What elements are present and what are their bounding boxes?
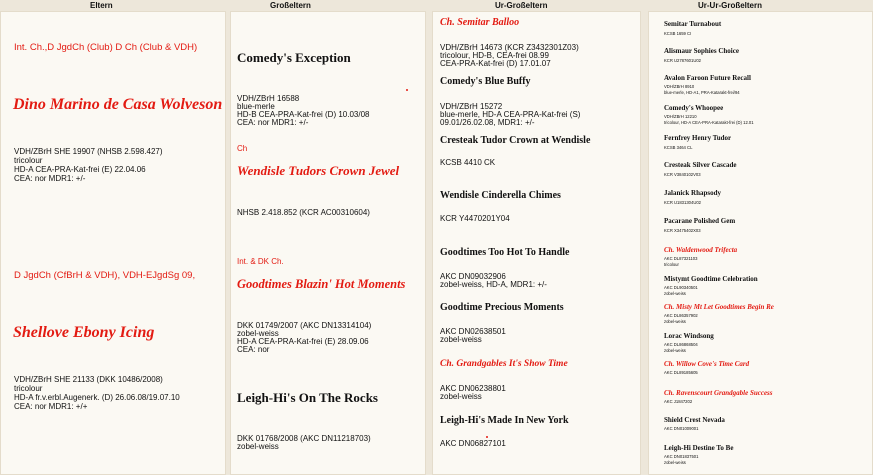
- ggg-name: Ch. Misty Mt Let Goodtimes Begin Re: [664, 303, 774, 311]
- grandparent-line: VDH/ZBrH 16588: [237, 94, 300, 103]
- grandparent-titles: Int. & DK Ch.: [237, 257, 284, 266]
- great-grandparents-column: [432, 11, 641, 475]
- great-grandparent-line: KCSB 4410 CK: [440, 158, 496, 167]
- great-grandparent-name: Ch. Semitar Balloo: [440, 17, 520, 28]
- great-grandparent-line: VDH/ZBrH 15272: [440, 102, 503, 111]
- great-grandparent-line: KCR Y4470201Y04: [440, 214, 510, 223]
- decorative-dot: [486, 436, 488, 438]
- parent-reg: VDH/ZBrH SHE 21133 (DKK 10486/2008): [14, 375, 163, 384]
- parent-health: HD-A fr.v.erbl.Augenerk. (D) 26.06.08/19.07.10: [14, 393, 180, 402]
- ggg-name: Lorac Windsong: [664, 332, 714, 340]
- ggg-name: Jalanick Rhapsody: [664, 189, 721, 197]
- header-parents: Eltern: [90, 1, 113, 10]
- grandparent-entry: [230, 367, 426, 475]
- ggg-name: Cresteak Silver Cascade: [664, 161, 737, 169]
- great-grandparent-line: CEA-PRA-Kat-frei (D) 17.01.07: [440, 59, 551, 68]
- parents-column: [0, 11, 226, 475]
- parent-sire: [0, 11, 226, 243]
- ggg-name: Shield Crest Nevada: [664, 416, 725, 424]
- ggg-line: AKC DL90340501: [664, 285, 698, 290]
- great-grandparent-name: Goodtimes Too Hot To Handle: [440, 247, 570, 258]
- parent-titles: Int. Ch.,D JgdCh (Club) D Ch (Club & VDH): [14, 42, 198, 53]
- ggg-name: Mistymt Goodtime Celebration: [664, 275, 758, 283]
- ggg-name: Pacarane Polished Gem: [664, 217, 736, 225]
- ggg-line: KCR U2787601U02: [664, 58, 702, 63]
- parent-name: Shellove Ebony Icing: [13, 324, 155, 341]
- ggg-line: AKC DL87321103: [664, 256, 698, 261]
- grandparent-line: CEA: nor: [237, 345, 270, 354]
- ggg-line: blue-merle, HD-A1, PRA-Katarakt-frei/94: [664, 90, 740, 95]
- grandparents-column: [230, 11, 426, 475]
- parent-cea: CEA: nor MDR1: +/-: [14, 174, 86, 183]
- ggg-line: KCR U1831304U02: [664, 200, 702, 205]
- ggg-line: tricolour, HD-A CEA-PRA-Katarakt-frei (D) 12.01: [664, 120, 754, 125]
- great-grandparent-line: AKC DN06827101: [440, 439, 506, 448]
- ggg-name: Avalon Faroon Future Recall: [664, 74, 751, 82]
- parent-health: HD-A CEA-PRA-Kat-frei (E) 22.04.06: [14, 165, 146, 174]
- ggg-name: Ch. Ravenscourt Grandgable Success: [664, 389, 773, 397]
- ggg-line: VDH/ZBrH 8910: [664, 84, 695, 89]
- grandparent-line: DKK 01768/2008 (AKC DN11218703): [237, 434, 371, 443]
- ggg-line: AKC DL86868504: [664, 342, 698, 347]
- ggg-line: zobel-weiss: [664, 319, 686, 324]
- great-grandparent-line: tricolour, HD-B, CEA-frei 08.99: [440, 51, 549, 60]
- parent-colour: tricolour: [14, 156, 43, 165]
- great-grandparent-line: VDH/ZBrH 14673 (KCR Z3432301Z03): [440, 43, 579, 52]
- grandparent-name: Goodtimes Blazin' Hot Moments: [237, 277, 406, 291]
- parent-name: Dino Marino de Casa Wolveson: [13, 96, 223, 113]
- grandparent-entry: [230, 11, 426, 131]
- decorative-dot: [406, 89, 408, 91]
- grandparent-name: Leigh-Hi's On The Rocks: [237, 390, 378, 405]
- great-grandparent-line: AKC DN02638501: [440, 327, 506, 336]
- grandparent-entry: [230, 251, 426, 363]
- grandparent-line: zobel-weiss: [237, 329, 279, 338]
- ggg-name: Leigh-Hi Destine To Be: [664, 444, 734, 452]
- grandparent-line: HD-A CEA-PRA-Kat-frei (E) 28.09.06: [237, 337, 369, 346]
- ggg-name: Comedy's Whoopee: [664, 104, 724, 112]
- great-grandparent-name: Goodtime Precious Moments: [440, 302, 564, 313]
- grandparent-entry: [230, 135, 426, 247]
- ggg-name: Alismaur Sophies Choice: [664, 47, 739, 55]
- great-grandparent-name: Ch. Grandgables It's Show Time: [440, 359, 568, 369]
- ggg-line: KCR X3475402X03: [664, 228, 701, 233]
- ggg-line: AKC J1847202: [664, 399, 693, 404]
- parent-colour: tricolour: [14, 384, 43, 393]
- grandparent-line: CEA: nor MDR1: +/-: [237, 118, 309, 127]
- great-grandparent-line: zobel-weiss, HD-A, MDR1: +/-: [440, 280, 547, 289]
- great-grandparent-line: 09.01/26.02.08, MDR1: +/-: [440, 118, 535, 127]
- ggg-name: Semitar Turnabout: [664, 20, 722, 28]
- great-grandparent-name: Leigh-Hi's Made In New York: [440, 415, 569, 426]
- grandparent-line: blue-merle: [237, 102, 275, 111]
- ggg-line: tricolour: [664, 262, 679, 267]
- parent-reg: VDH/ZBrH SHE 19907 (NHSB 2.598.427): [14, 147, 163, 156]
- great-grandparent-line: AKC DN06238801: [440, 384, 506, 393]
- ggg-line: AKC DL86357902: [664, 313, 698, 318]
- great-grandparent-line: blue-merle, HD-A CEA-PRA-Kat-frei (S): [440, 110, 581, 119]
- ggg-name: Fernfrey Henry Tudor: [664, 134, 732, 142]
- ggg-line: zobel-weiss: [664, 291, 686, 296]
- parent-cea: CEA: nor MDR1: +/+: [14, 402, 88, 411]
- header-grandparents: Großeltern: [270, 1, 311, 10]
- ggg-line: AKC DL89185605: [664, 370, 698, 375]
- grandparent-name: Comedy's Exception: [237, 50, 351, 65]
- parent-titles: D JgdCh (CfBrH & VDH), VDH-EJgdSg 09,: [14, 270, 196, 281]
- ggg-name: Ch. Willow Cove's Time Card: [664, 360, 750, 368]
- great-grandparent-line: AKC DN09032906: [440, 272, 506, 281]
- ggg-line: VDH/ZBrH 12210: [664, 114, 697, 119]
- great-great-grandparents-column: [648, 11, 873, 475]
- grandparent-line: NHSB 2.418.852 (KCR AC00310604): [237, 208, 370, 217]
- parent-dam: [0, 251, 226, 475]
- ggg-line: AKC DN01009001: [664, 426, 699, 431]
- header-great-great-grandparents: Ur-Ur-Großeltern: [698, 1, 763, 10]
- great-grandparent-name: Wendisle Cinderella Chimes: [440, 190, 561, 201]
- great-grandparent-name: Comedy's Blue Buffy: [440, 76, 531, 87]
- great-grandparent-line: zobel-weiss: [440, 335, 482, 344]
- grandparent-line: DKK 01749/2007 (AKC DN13314104): [237, 321, 372, 330]
- grandparent-line: HD-B CEA-PRA-Kat-frei (D) 10.03/08: [237, 110, 370, 119]
- ggg-line: KCSB 3464 CL: [664, 145, 693, 150]
- grandparent-titles: Ch: [237, 144, 248, 153]
- ggg-line: KCSB 1659 CI: [664, 31, 692, 36]
- ggg-line: AKC DN01837501: [664, 454, 699, 459]
- header-great-grandparents: Ur-Großeltern: [495, 1, 548, 10]
- ggg-line: KCR V3840102V03: [664, 172, 701, 177]
- great-grandparent-name: Cresteak Tudor Crown at Wendisle: [440, 135, 591, 146]
- great-grandparent-line: zobel-weiss: [440, 392, 482, 401]
- ggg-line: zobel-weiss: [664, 460, 686, 465]
- ggg-line: zobel-weiss: [664, 348, 686, 353]
- ggg-name: Ch. Waldenwood Trifecta: [664, 246, 738, 254]
- grandparent-line: zobel-weiss: [237, 442, 279, 451]
- grandparent-name: Wendisle Tudors Crown Jewel: [237, 163, 400, 178]
